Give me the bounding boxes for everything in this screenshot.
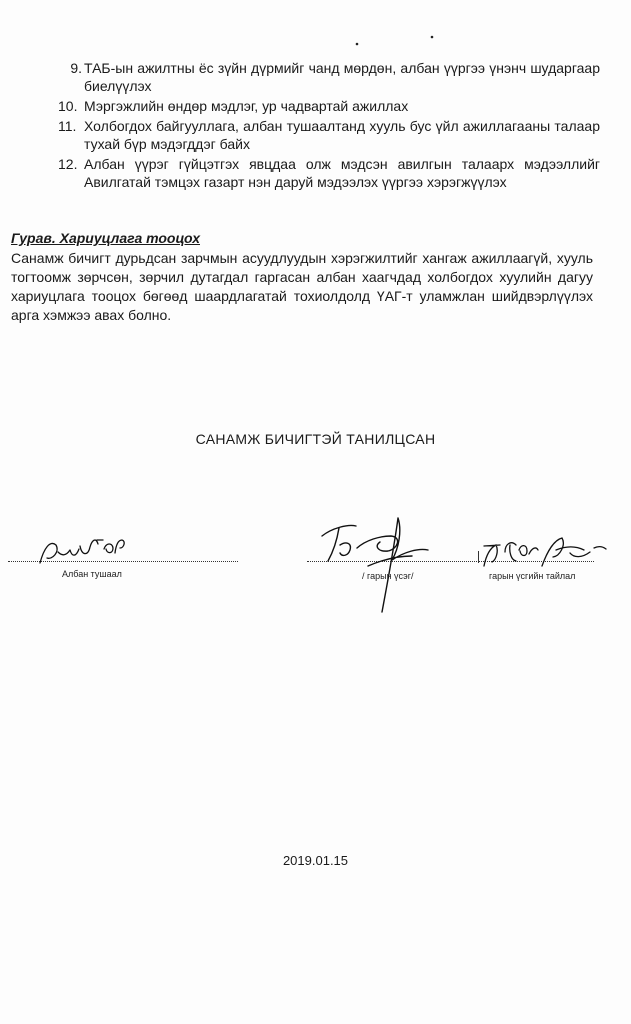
acknowledgement-title: САНАМЖ БИЧИГТЭЙ ТАНИЛЦСАН <box>195 431 436 447</box>
list-item-text: Албан үүрэг гүйцэтгэх явцдаа олж мэдсэн авилгын талаарх мэдээллийг Авилгатай тэмцэх газарт нэн даруй мэдээлэх үүргээ хэрэгжүүлэх <box>84 156 600 190</box>
name-caption: гарын үсгийн тайлал <box>489 571 576 581</box>
position-caption: Албан тушаал <box>62 569 122 579</box>
handwritten-signature <box>322 518 428 612</box>
list-item-text: ТАБ-ын ажилтны ёс зүйн дүрмийг чанд мөрдөн, албан үүргээ үнэнч шударгаар биелүүлэх <box>84 60 600 94</box>
list-item-number: 10. <box>58 98 78 114</box>
document-date: 2019.01.15 <box>282 853 349 868</box>
signature-caption: / гарын үсэг/ <box>362 571 414 581</box>
section-body: Санамж бичигт дурьдсан зарчмын асуудлуудын хэрэгжилтийг хангаж ажиллаагүй, хууль тогтоомж зөрчсөн, зөрчил дутагдал гаргасан албан хаагчдад холбогдох хуулийн дагуу хариуцлага тооцох бөгөөд шаардлагатай тохиолдолд ҮАГ-т уламжлан шийдвэрлүүлэх арга хэмжээ авах болно. <box>11 250 593 323</box>
list-item-number: 9. <box>70 60 82 76</box>
list-item-text: Мэргэжлийн өндөр мэдлэг, ур чадвартай ажиллах <box>84 98 409 114</box>
list-item-number: 12. <box>58 156 78 172</box>
list-item-text: Холбогдох байгууллага, албан тушаалтанд хууль бус үйл ажиллагааны талаар тухай бүр мэдэгддэг байх <box>84 118 600 152</box>
handwritten-position <box>40 540 124 563</box>
handwritten-name <box>484 538 606 566</box>
list-item-number: 11. <box>58 118 77 134</box>
section-heading: Гурав. Хариуцлага тооцох <box>11 230 200 246</box>
